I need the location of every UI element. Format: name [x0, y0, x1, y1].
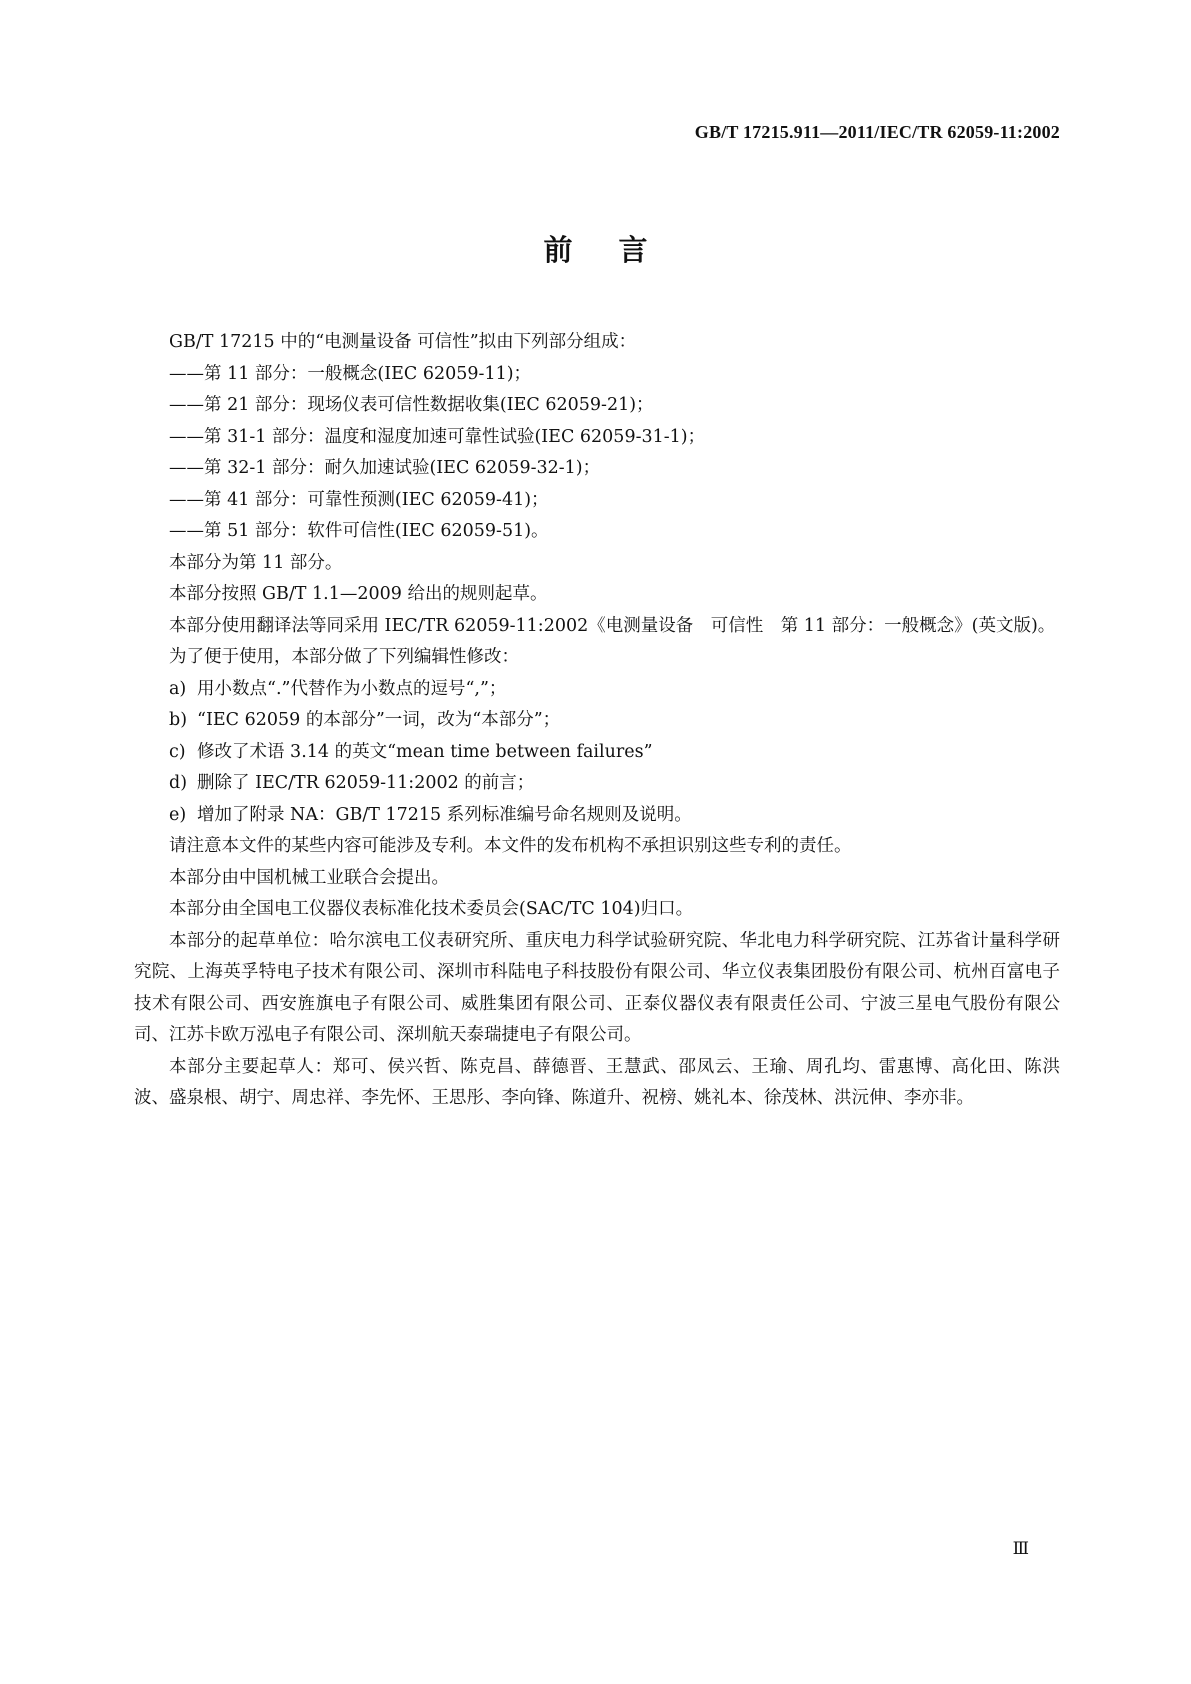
list-text: 删除了 IEC/TR 62059-11:2002 的前言； — [197, 773, 535, 793]
body-paragraph: 为了便于使用，本部分做了下列编辑性修改： — [169, 647, 519, 667]
patent-notice-paragraph: 请注意本文件的某些内容可能涉及专利。本文件的发布机构不承担识别这些专利的责任。 — [169, 836, 852, 856]
list-text: 修改了术语 3.14 的英文“mean time between failures” — [197, 741, 653, 762]
edit-list-item — [134, 674, 1060, 706]
body-paragraph: 本部分按照 GB/T 1.1—2009 给出的规则起草。 — [169, 584, 548, 604]
list-marker: b) — [169, 710, 188, 730]
part-list-item: ——第 31-1 部分：温度和湿度加速可靠性试验(IEC 62059-31-1)； — [169, 426, 706, 447]
page-title: 前言 — [543, 233, 694, 267]
edit-list-item — [134, 800, 1060, 832]
drafting-units-paragraph: 本部分的起草单位：哈尔滨电工仪表研究所、重庆电力科学试验研究院、华北电力科学研究院、江苏省计量科学研究院、上海英孚特电子技术有限公司、深圳市科陆电子科技股份有限公司、华立仪表集团股份有限公司、杭州百富电子技术有限公司、西安旌旗电子有限公司、威胜集团有限公司、正泰仪器仪表有限责任公司、宁波三星电气股份有限公司、江苏卡欧万泓电子有限公司、深圳航天泰瑞捷电子有限公司。 — [134, 930, 1060, 1045]
part-list-item: ——第 41 部分：可靠性预测(IEC 62059-41)； — [169, 489, 549, 510]
body-paragraph: 本部分为第 11 部分。 — [169, 552, 343, 573]
part-list-item: ——第 11 部分：一般概念(IEC 62059-11)； — [169, 363, 532, 384]
list-marker: e) — [169, 804, 187, 825]
page-number: Ⅲ — [1012, 1539, 1030, 1558]
list-marker: c) — [169, 741, 186, 762]
part-list-item: ——第 21 部分：现场仪表可信性数据收集(IEC 62059-21)； — [169, 395, 654, 415]
part-list-item: ——第 32-1 部分：耐久加速试验(IEC 62059-32-1)； — [169, 458, 601, 478]
intro-paragraph: GB/T 17215 中的“电测量设备 可信性”拟由下列部分组成： — [169, 332, 637, 352]
edit-list-item — [134, 705, 1060, 737]
list-marker: a) — [169, 678, 187, 699]
body-paragraph: 本部分使用翻译法等同采用 IEC/TR 62059-11:2002《电测量设备 可信性 第 11 部分：一般概念》(英文版)。 — [169, 615, 1056, 636]
foreword-body — [134, 327, 1060, 1115]
part-list-item: ——第 51 部分：软件可信性(IEC 62059-51)。 — [169, 521, 549, 541]
standard-code-header: GB/T 17215.911—2011/IEC/TR 62059-11:2002 — [694, 122, 1060, 142]
edit-list-item — [134, 768, 1060, 800]
list-text: 用小数点“.”代替作为小数点的逗号“,”； — [197, 678, 507, 699]
committee-paragraph: 本部分由全国电工仪器仪表标准化技术委员会(SAC/TC 104)归口。 — [169, 899, 694, 919]
drafters-paragraph: 本部分主要起草人：郑可、侯兴哲、陈克昌、薛德晋、王慧武、邵凤云、王瑜、周孔均、雷惠博、高化田、陈洪波、盛泉根、胡宁、周忠祥、李先怀、王思彤、李向锋、陈道升、祝榜、姚礼本、徐茂林、洪沅伸、李亦非。 — [134, 1056, 1060, 1108]
list-marker: d) — [169, 773, 188, 793]
list-text: 增加了附录 NA：GB/T 17215 系列标准编号命名规则及说明。 — [197, 804, 692, 825]
proposer-paragraph: 本部分由中国机械工业联合会提出。 — [169, 867, 449, 888]
edit-list-item — [134, 737, 1060, 769]
list-text: “IEC 62059 的本部分”一词，改为“本部分”； — [197, 710, 561, 730]
